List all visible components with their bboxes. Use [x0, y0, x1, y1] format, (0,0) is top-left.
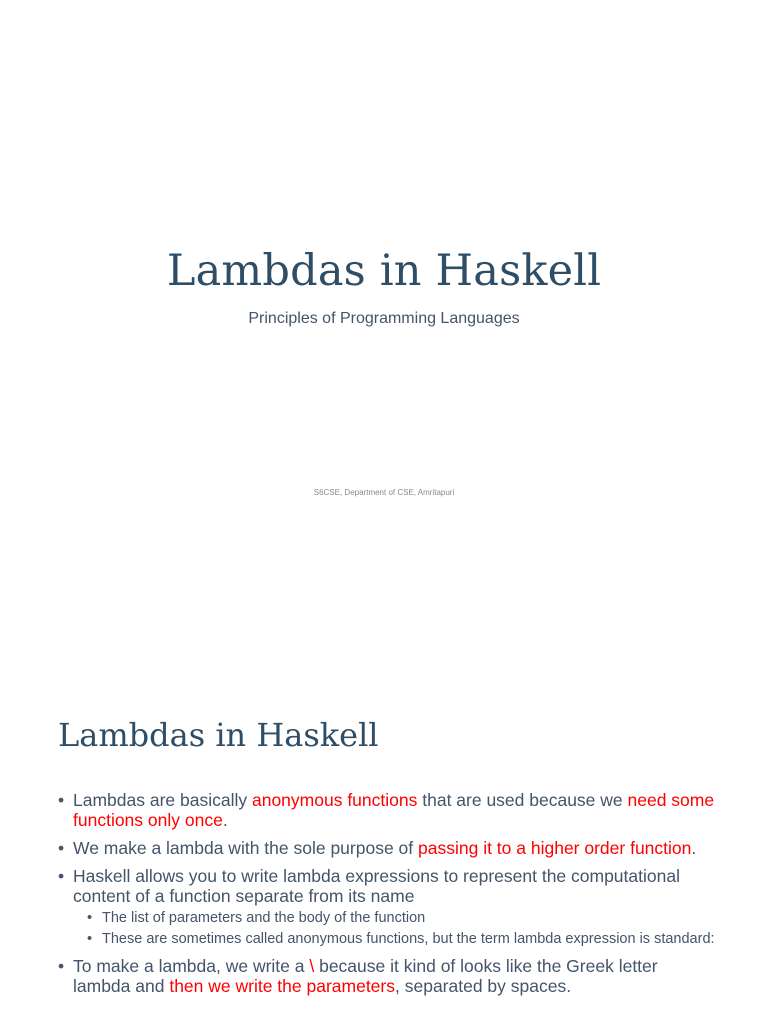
bullet-text: Lambdas are basically: [73, 790, 252, 810]
bullet-highlight: \: [309, 956, 315, 976]
bullet-highlight: anonymous functions: [251, 790, 418, 810]
bullet-item: [58, 790, 718, 830]
bullet-text: We make a lambda with the sole purpose of: [73, 838, 419, 858]
bullet-text: .: [691, 838, 697, 858]
bullet-text: because it kind of looks like the Greek letter lambda and: [73, 956, 658, 996]
bullet-highlight: then we write the parameters: [169, 976, 395, 996]
content-slide-title: Lambdas in Haskell: [58, 716, 379, 754]
content-slide: [0, 680, 768, 1024]
bullet-highlight: need some functions only once: [73, 790, 715, 830]
bullet-highlight: passing it to a higher order function: [418, 838, 692, 858]
bullet-text: , separated by spaces.: [395, 976, 572, 996]
bullet-item: [58, 838, 718, 858]
bullet-text: that are used because we: [417, 790, 628, 810]
bullet-text: To make a lambda, we write a: [73, 956, 310, 976]
bullet-list: [58, 790, 718, 1004]
sub-bullet-item: • The list of parameters and the body of the function: [73, 909, 718, 927]
bullet-text: Haskell allows you to write lambda expressions to represent the computational content of a function separate from its name: [73, 866, 680, 906]
slide-subtitle: Principles of Programming Languages: [248, 310, 520, 327]
sub-bullet-item: • These are sometimes called anonymous functions, but the term lambda expression is standard:: [73, 930, 718, 948]
sub-bullet-list: [73, 909, 718, 948]
bullet-item: [58, 956, 718, 996]
slide-title: Lambdas in Haskell: [166, 246, 602, 296]
slide-footer: S6CSE, Department of CSE, Amritapuri: [313, 488, 455, 497]
bullet-item: [58, 866, 718, 948]
bullet-text: .: [222, 810, 228, 830]
